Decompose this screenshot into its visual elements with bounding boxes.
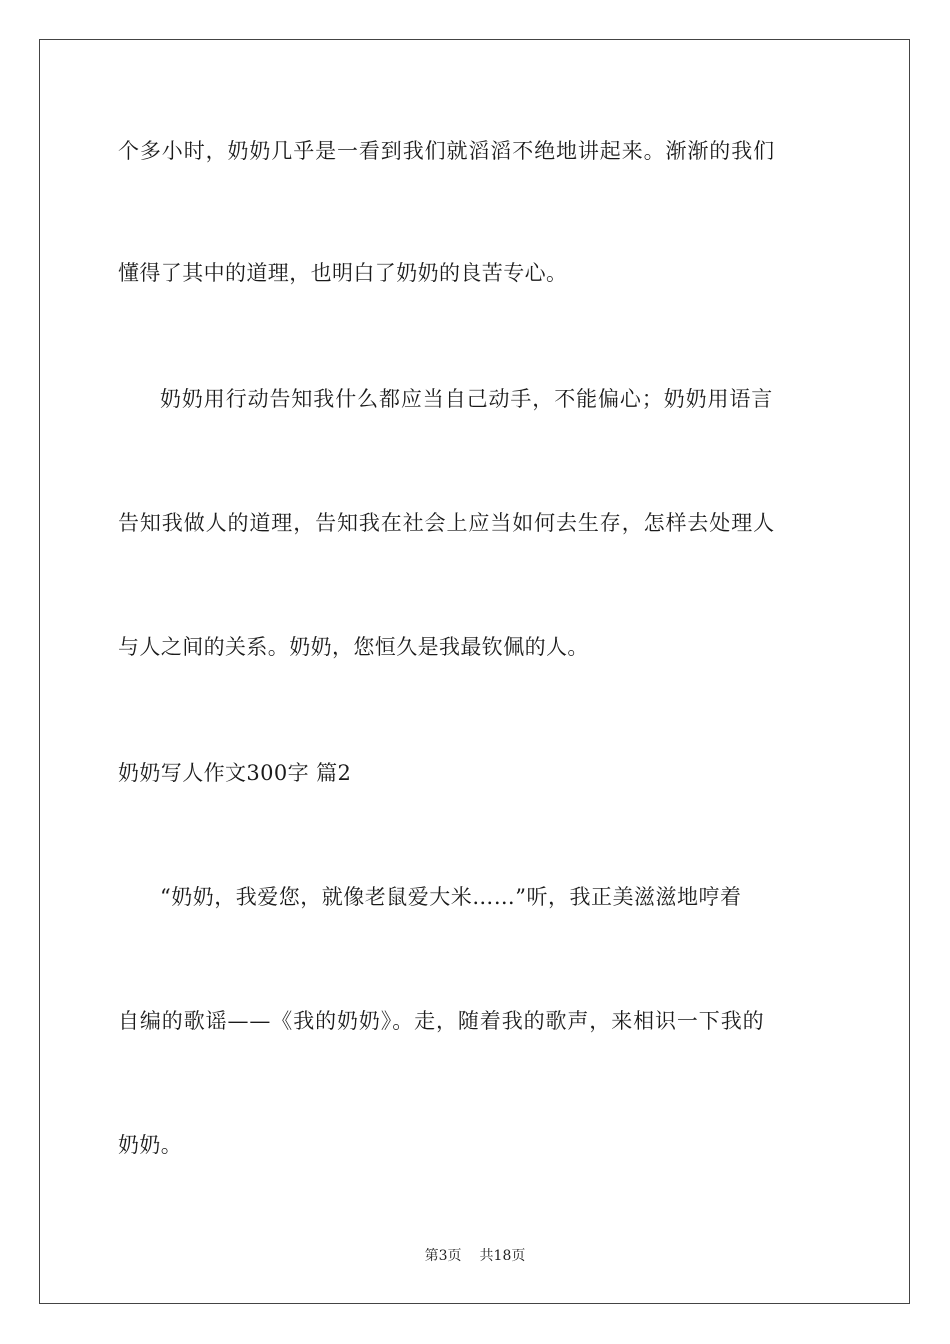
text-line: 自编的歌谣——《我的奶奶》。走，随着我的歌声，来相识一下我的	[118, 1009, 765, 1033]
page-border	[39, 39, 910, 1304]
page-footer	[0, 1247, 950, 1265]
text-line: 懂得了其中的道理，也明白了奶奶的良苦专心。	[118, 261, 568, 285]
text-line: 告知我做人的道理，告知我在社会上应当如何去生存，怎样去处理人	[118, 511, 775, 535]
text-line: “奶奶，我爱您，就像老鼠爱大米……”听，我正美滋滋地哼着	[160, 885, 742, 909]
text-line: 与人之间的关系。奶奶，您恒久是我最钦佩的人。	[118, 635, 589, 659]
section-heading: 奶奶写人作文300字 篇2	[118, 761, 352, 785]
text-line: 奶奶用行动告知我什么都应当自己动手，不能偏心；奶奶用语言	[160, 387, 774, 411]
text-line: 奶奶。	[118, 1133, 183, 1157]
page-number: 第3页	[424, 1248, 462, 1264]
text-line: 个多小时，奶奶几乎是一看到我们就滔滔不绝地讲起来。渐渐的我们	[118, 139, 775, 163]
page-total: 共18页	[479, 1248, 526, 1264]
